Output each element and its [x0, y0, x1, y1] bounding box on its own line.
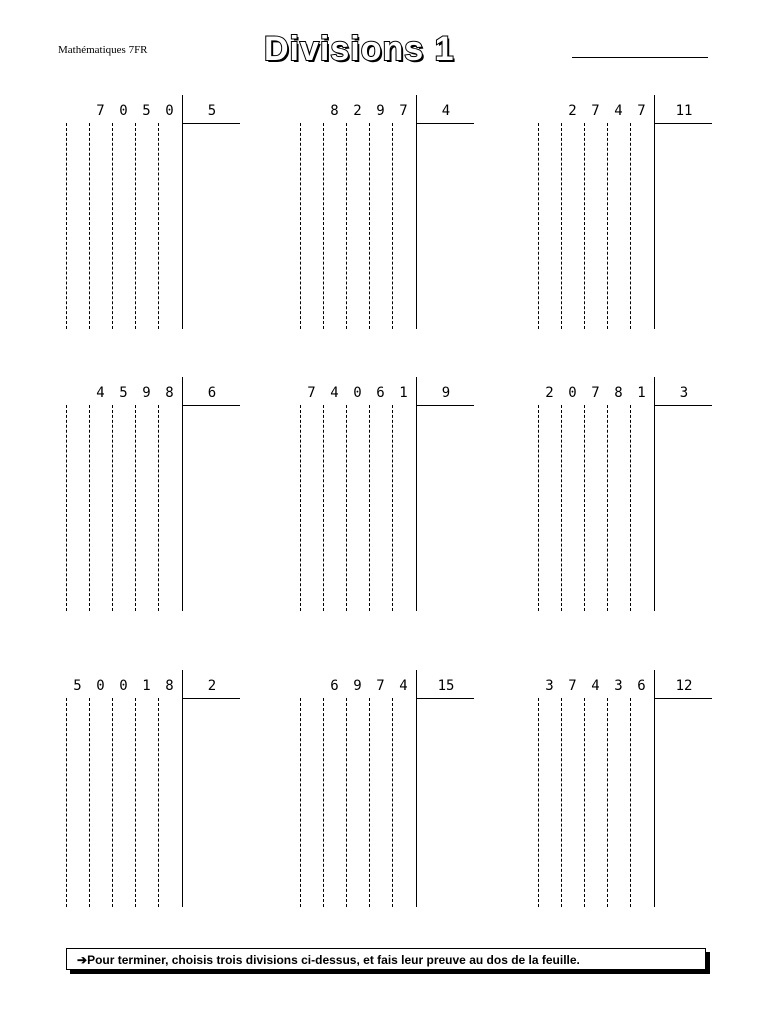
- column-guide: [346, 405, 347, 611]
- dividend-digit: 0: [119, 678, 128, 694]
- divisor: 15: [437, 678, 455, 694]
- column-guide: [135, 123, 136, 329]
- dividend: [323, 678, 415, 698]
- dividend-digit: 8: [614, 385, 623, 401]
- column-guide: [135, 405, 136, 611]
- division-problem: [66, 385, 306, 645]
- divisor: 11: [675, 103, 693, 119]
- column-guide: [135, 698, 136, 907]
- column-guide: [630, 405, 631, 611]
- quotient-line: [182, 698, 240, 699]
- dividend-digit: 6: [637, 678, 646, 694]
- column-guide: [538, 123, 539, 329]
- column-guide: [607, 405, 608, 611]
- column-guide: [89, 405, 90, 611]
- column-guide: [89, 123, 90, 329]
- dividend-digit: 2: [545, 385, 554, 401]
- column-guide: [66, 123, 67, 329]
- column-guide: [561, 123, 562, 329]
- column-guide: [630, 123, 631, 329]
- division-problem: [300, 678, 540, 938]
- column-guide: [538, 698, 539, 907]
- dividend: [561, 103, 653, 123]
- column-guide: [300, 698, 301, 907]
- divisor: 2: [207, 678, 217, 694]
- division-bar: [182, 670, 183, 907]
- column-guide: [369, 123, 370, 329]
- dividend-digit: 7: [591, 103, 600, 119]
- dividend-digit: 6: [330, 678, 339, 694]
- divisor: 9: [441, 385, 451, 401]
- column-guide: [66, 405, 67, 611]
- column-guide: [392, 698, 393, 907]
- dividend: [538, 385, 653, 405]
- column-guide: [346, 123, 347, 329]
- footer-text: Pour terminer, choisis trois divisions ci-dessus, et fais leur preuve au dos de la feuille.: [87, 953, 580, 967]
- column-guide: [112, 123, 113, 329]
- dividend-digit: 7: [568, 678, 577, 694]
- column-guide: [561, 405, 562, 611]
- column-guide: [584, 698, 585, 907]
- division-problem: [538, 103, 768, 363]
- division-problem: [66, 678, 306, 938]
- dividend-digit: 8: [165, 385, 174, 401]
- footer-instruction: [66, 948, 706, 970]
- dividend-digit: 0: [119, 103, 128, 119]
- column-guide: [584, 123, 585, 329]
- column-guide: [323, 405, 324, 611]
- column-guide: [300, 405, 301, 611]
- dividend-digit: 3: [614, 678, 623, 694]
- quotient-line: [416, 698, 474, 699]
- dividend-digit: 4: [330, 385, 339, 401]
- column-guide: [158, 123, 159, 329]
- dividend-digit: 6: [376, 385, 385, 401]
- dividend-digit: 9: [376, 103, 385, 119]
- quotient-line: [416, 123, 474, 124]
- dividend-digit: 7: [637, 103, 646, 119]
- division-problem: [66, 103, 306, 363]
- dividend: [89, 103, 181, 123]
- division-bar: [654, 670, 655, 907]
- division-bar: [182, 95, 183, 329]
- dividend-digit: 7: [307, 385, 316, 401]
- column-guide: [112, 698, 113, 907]
- dividend-digit: 0: [165, 103, 174, 119]
- column-guide: [607, 698, 608, 907]
- division-bar: [654, 377, 655, 611]
- column-guide: [323, 698, 324, 907]
- dividend-digit: 7: [399, 103, 408, 119]
- dividend-digit: 8: [330, 103, 339, 119]
- dividend-digit: 7: [96, 103, 105, 119]
- page-title: Divisions 1: [264, 30, 455, 68]
- column-guide: [369, 698, 370, 907]
- column-guide: [158, 405, 159, 611]
- quotient-line: [182, 405, 240, 406]
- column-guide: [392, 123, 393, 329]
- dividend-digit: 4: [614, 103, 623, 119]
- dividend-digit: 1: [142, 678, 151, 694]
- dividend-digit: 9: [353, 678, 362, 694]
- column-guide: [323, 123, 324, 329]
- divisor: 5: [207, 103, 217, 119]
- dividend-digit: 0: [96, 678, 105, 694]
- dividend: [538, 678, 653, 698]
- dividend: [323, 103, 415, 123]
- column-guide: [630, 698, 631, 907]
- quotient-line: [654, 405, 712, 406]
- dividend-digit: 0: [568, 385, 577, 401]
- divisor: 3: [679, 385, 689, 401]
- column-guide: [392, 405, 393, 611]
- column-guide: [300, 123, 301, 329]
- division-problem: [538, 678, 768, 938]
- dividend-digit: 4: [399, 678, 408, 694]
- column-guide: [538, 405, 539, 611]
- column-guide: [66, 698, 67, 907]
- division-bar: [182, 377, 183, 611]
- dividend-digit: 4: [96, 385, 105, 401]
- column-guide: [112, 405, 113, 611]
- dividend-digit: 5: [73, 678, 82, 694]
- division-bar: [416, 670, 417, 907]
- column-guide: [346, 698, 347, 907]
- divisor: 6: [207, 385, 217, 401]
- dividend-digit: 2: [353, 103, 362, 119]
- header-left: Mathématiques 7FR: [58, 44, 148, 56]
- quotient-line: [182, 123, 240, 124]
- division-bar: [654, 95, 655, 329]
- column-guide: [561, 698, 562, 907]
- dividend-digit: 3: [545, 678, 554, 694]
- dividend-digit: 4: [591, 678, 600, 694]
- dividend-digit: 7: [376, 678, 385, 694]
- division-problem: [300, 103, 540, 363]
- quotient-line: [654, 698, 712, 699]
- dividend-digit: 1: [399, 385, 408, 401]
- division-bar: [416, 377, 417, 611]
- division-bar: [416, 95, 417, 329]
- dividend-digit: 2: [568, 103, 577, 119]
- dividend-digit: 5: [119, 385, 128, 401]
- column-guide: [607, 123, 608, 329]
- dividend: [300, 385, 415, 405]
- divisor: 12: [675, 678, 693, 694]
- division-problem: [538, 385, 768, 645]
- column-guide: [158, 698, 159, 907]
- dividend-digit: 7: [591, 385, 600, 401]
- column-guide: [369, 405, 370, 611]
- dividend-digit: 9: [142, 385, 151, 401]
- dividend: [66, 678, 181, 698]
- dividend-digit: 5: [142, 103, 151, 119]
- name-line: [572, 57, 708, 58]
- quotient-line: [416, 405, 474, 406]
- dividend-digit: 1: [637, 385, 646, 401]
- arrow-icon: ➔: [77, 953, 88, 967]
- quotient-line: [654, 123, 712, 124]
- dividend-digit: 8: [165, 678, 174, 694]
- column-guide: [89, 698, 90, 907]
- dividend-digit: 0: [353, 385, 362, 401]
- column-guide: [584, 405, 585, 611]
- division-problem: [300, 385, 540, 645]
- dividend: [89, 385, 181, 405]
- divisor: 4: [441, 103, 451, 119]
